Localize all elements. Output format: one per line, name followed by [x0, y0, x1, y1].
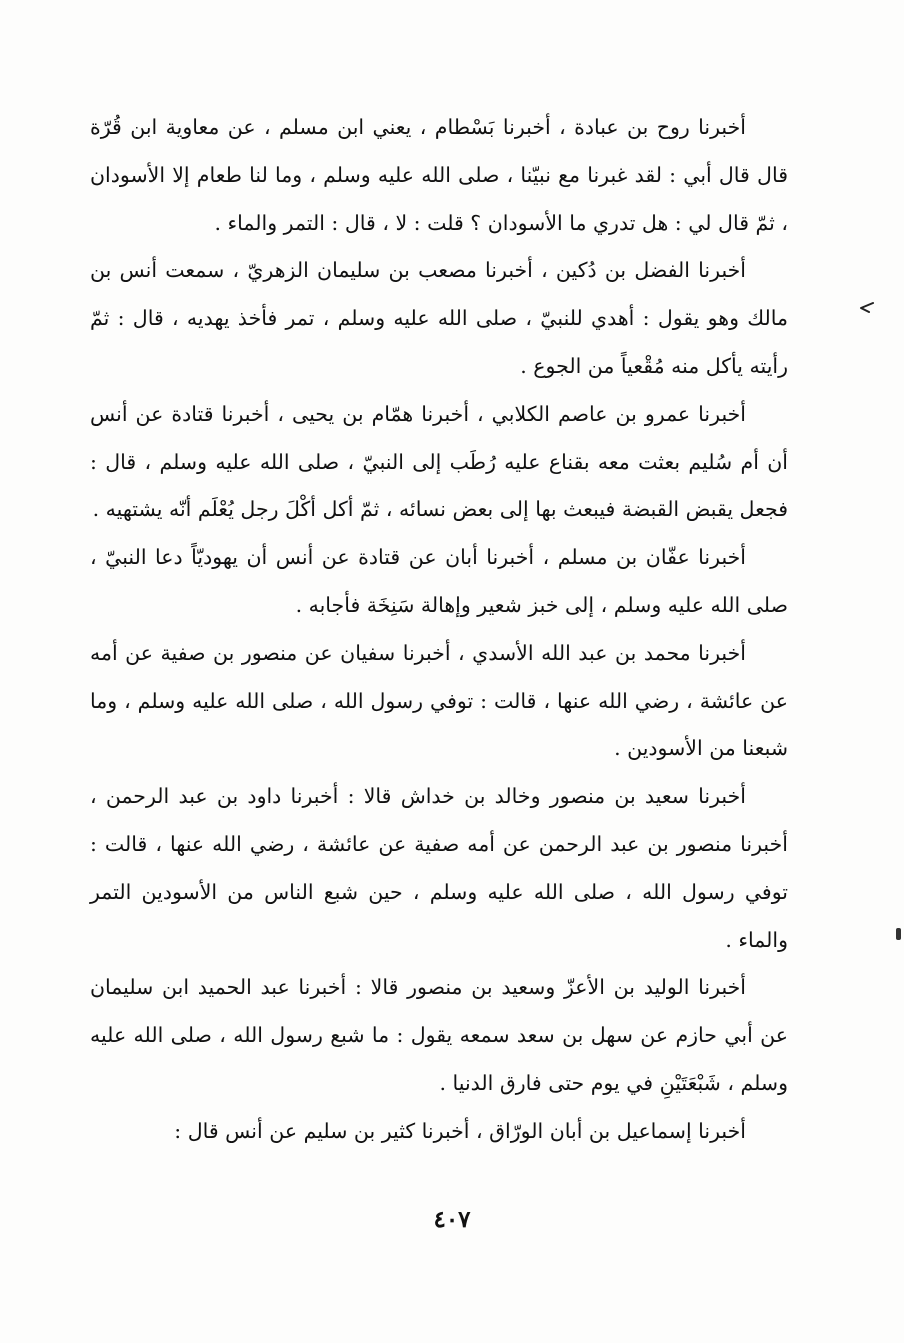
- paragraph-1: أخبرنا روح بن عبادة ، أخبرنا بَسْطام ، يعني ابن مسلم ، عن معاوية ابن قُرّة قال قال أبي : لقد غبرنا مع نبيّنا ، صلى الله عليه وسلم ، وما لنا طعام إلا الأسودان ، ثمّ قال لي : هل تدري ما الأسودان ؟ قلت : لا ، قال : التمر والماء .: [90, 115, 788, 235]
- paragraph-2: أخبرنا الفضل بن دُكين ، أخبرنا مصعب بن سليمان الزهريّ ، سمعت أنس بن مالك وهو يقول : أهدي للنبيّ ، صلى الله عليه وسلم ، تمر فأخذ يهديه ، قال : ثمّ رأيته يأكل منه مُقْعياً من الجوع .: [90, 258, 788, 378]
- margin-arrow-icon: [858, 300, 874, 314]
- paragraph-4: أخبرنا عفّان بن مسلم ، أخبرنا أبان عن قتادة عن أنس أن يهوديّاً دعا النبيّ ، صلى الله عليه وسلم ، إلى خبز شعير وإهالة سَنِخَة فأجابه .: [90, 545, 788, 617]
- page-edge-mark: [896, 928, 901, 940]
- paragraph-3: أخبرنا عمرو بن عاصم الكلابي ، أخبرنا همّام بن يحيى ، أخبرنا قتادة عن أنس أن أم سُليم بعثت معه بقناع عليه رُطَب إلى النبيّ ، صلى الله عليه وسلم ، قال : فجعل يقبض القبضة فيبعث بها إلى بعض نسائه ، ثمّ أكل أكْلَ رجل يُعْلَم أنّه يشتهيه .: [90, 401, 788, 522]
- paragraph-8: أخبرنا إسماعيل بن أبان الورّاق ، أخبرنا كثير بن سليم عن أنس قال :: [174, 1118, 746, 1143]
- paragraph-5: أخبرنا محمد بن عبد الله الأسدي ، أخبرنا سفيان عن منصور بن صفية عن أمه عن عائشة ، رضي الله عنها ، قالت : توفي رسول الله ، صلى الله عليه وسلم ، وما شبعنا من الأسودين .: [90, 640, 788, 761]
- page-text-body: [90, 104, 788, 1156]
- paragraph-7: أخبرنا الوليد بن الأعزّ وسعيد بن منصور قالا : أخبرنا عبد الحميد ابن سليمان عن أبي حازم عن سهل بن سعد سمعه يقول : ما شبع رسول الله ، صلى الله عليه وسلم ، شَبْعَتَيْنِ في يوم حتى فارق الدنيا .: [90, 975, 788, 1095]
- paragraph-6: أخبرنا سعيد بن منصور وخالد بن خداش قالا : أخبرنا داود بن عبد الرحمن ، أخبرنا منصور بن عبد الرحمن عن أمه صفية عن عائشة ، رضي الله عنها ، قالت : توفي رسول الله ، صلى الله عليه وسلم ، حين شبع الناس من الأسودين التمر والماء .: [90, 784, 788, 952]
- page-number: ٤٠٧: [433, 1206, 471, 1233]
